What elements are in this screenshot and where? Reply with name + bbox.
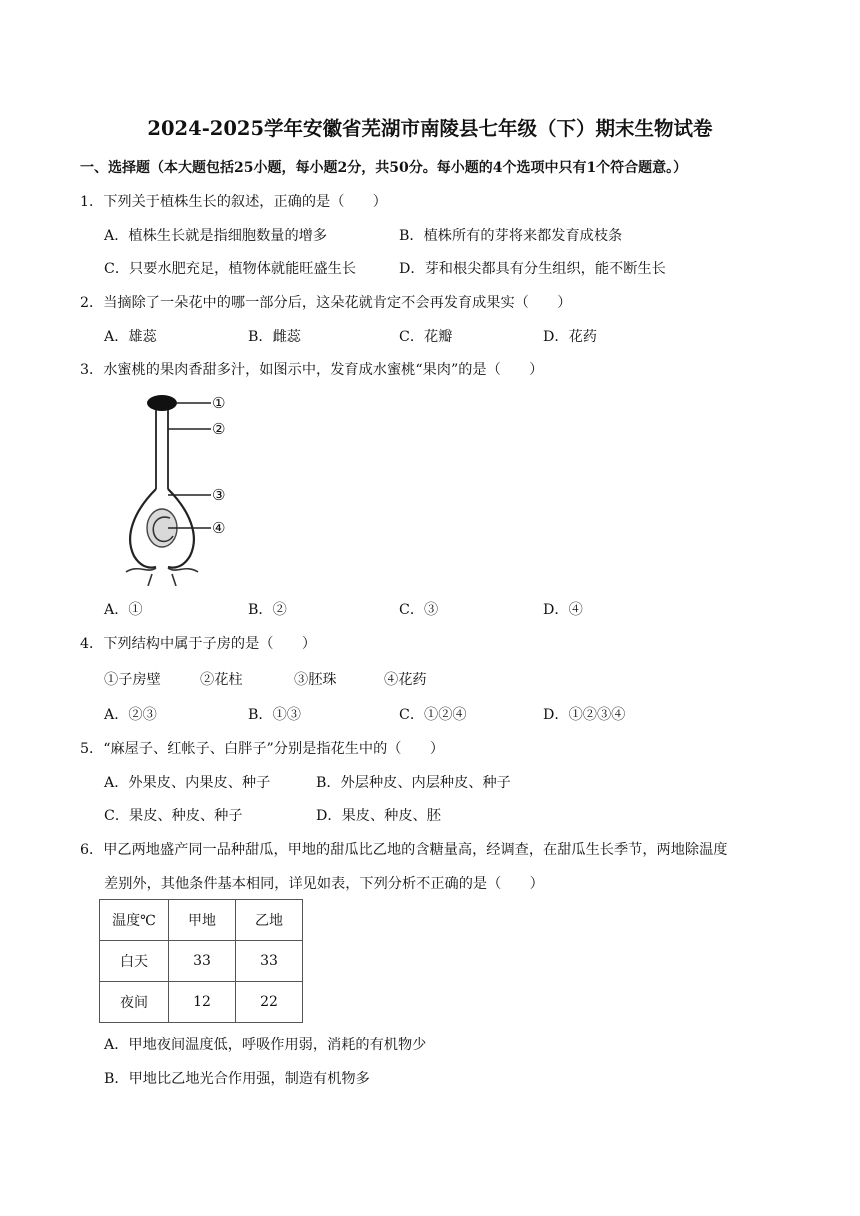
question-1-stem: 1．下列关于植株生长的叙述，正确的是（ ） <box>80 194 387 210</box>
question-6-stem-line-1: 6．甲乙两地盛产同一品种甜瓜，甲地的甜瓜比乙地的含糖量高，经调查，在甜瓜生长季节，两地除温度 <box>80 842 728 858</box>
question-3-option-d: D．④ <box>543 602 583 618</box>
label-1: ① <box>212 394 226 412</box>
question-4-option-d: D．①②③④ <box>543 707 626 723</box>
question-2-option-a: A．雄蕊 <box>104 329 157 345</box>
receptacle-base <box>148 574 176 586</box>
question-4-item-1: ①子房壁 <box>104 672 161 688</box>
question-2-option-d: D．花药 <box>543 329 597 345</box>
question-1-option-a: A．植株生长就是指细胞数量的增多 <box>104 228 328 244</box>
question-5-option-a: A．外果皮、内果皮、种子 <box>104 775 271 791</box>
temperature-table <box>99 899 303 1023</box>
pistil-diagram <box>118 386 248 586</box>
receptacle-top <box>126 568 198 572</box>
question-3-option-c: C．③ <box>399 602 439 618</box>
question-5-option-d: D．果皮、种皮、胚 <box>316 808 441 824</box>
question-1-option-c: C．只要水肥充足，植物体就能旺盛生长 <box>104 261 357 277</box>
pistil-stigma <box>147 395 177 411</box>
table-row <box>100 941 303 982</box>
table-cell: 22 <box>236 982 303 1023</box>
question-6-option-b: B．甲地比乙地光合作用强，制造有机物多 <box>104 1071 370 1087</box>
table-cell: 12 <box>169 982 236 1023</box>
question-3-stem: 3．水蜜桃的果肉香甜多汁，如图示中，发育成水蜜桃“果肉”的是（ ） <box>80 362 544 378</box>
table-cell: 33 <box>169 941 236 982</box>
question-1-option-d: D．芽和根尖都具有分生组织，能不断生长 <box>399 261 666 277</box>
table-header-cell: 温度℃ <box>100 900 169 941</box>
question-4-item-2: ②花柱 <box>200 672 243 688</box>
question-1-option-b: B．植株所有的芽将来都发育成枝条 <box>399 228 623 244</box>
table-header-cell: 甲地 <box>169 900 236 941</box>
question-6-stem-line-2: 差别外，其他条件基本相同，详见如表，下列分析不正确的是（ ） <box>104 876 544 892</box>
question-6-option-a: A．甲地夜间温度低，呼吸作用弱，消耗的有机物少 <box>104 1037 427 1053</box>
question-4-option-c: C．①②④ <box>399 707 467 723</box>
question-2-stem: 2．当摘除了一朵花中的哪一部分后，这朵花就肯定不会再发育成果实（ ） <box>80 295 572 311</box>
table-cell: 33 <box>236 941 303 982</box>
table-header-row <box>100 900 303 941</box>
table-cell: 夜间 <box>100 982 169 1023</box>
exam-title: 2024-2025学年安徽省芜湖市南陵县七年级（下）期末生物试卷 <box>147 117 713 140</box>
table-header-cell: 乙地 <box>236 900 303 941</box>
question-3-option-a: A．① <box>104 602 143 618</box>
section-heading: 一、选择题（本大题包括25小题，每小题2分，共50分。每小题的4个选项中只有1个符合题意。） <box>80 160 688 176</box>
question-4-item-3: ③胚珠 <box>294 672 337 688</box>
label-2: ② <box>212 420 226 438</box>
label-3: ③ <box>212 486 226 504</box>
question-4-option-b: B．①③ <box>248 707 301 723</box>
question-2-option-c: C．花瓣 <box>399 329 453 345</box>
question-5-option-b: B．外层种皮、内层种皮、种子 <box>316 775 511 791</box>
question-4-stem: 4．下列结构中属于子房的是（ ） <box>80 636 317 652</box>
table-row <box>100 982 303 1023</box>
question-5-stem: 5．“麻屋子、红帐子、白胖子”分别是指花生中的（ ） <box>80 741 445 757</box>
table-cell: 白天 <box>100 941 169 982</box>
question-5-option-c: C．果皮、种皮、种子 <box>104 808 243 824</box>
question-2-option-b: B．雌蕊 <box>248 329 301 345</box>
question-3-option-b: B．② <box>248 602 287 618</box>
question-4-option-a: A．②③ <box>104 707 157 723</box>
question-4-item-4: ④花药 <box>384 672 427 688</box>
label-4: ④ <box>212 519 226 537</box>
